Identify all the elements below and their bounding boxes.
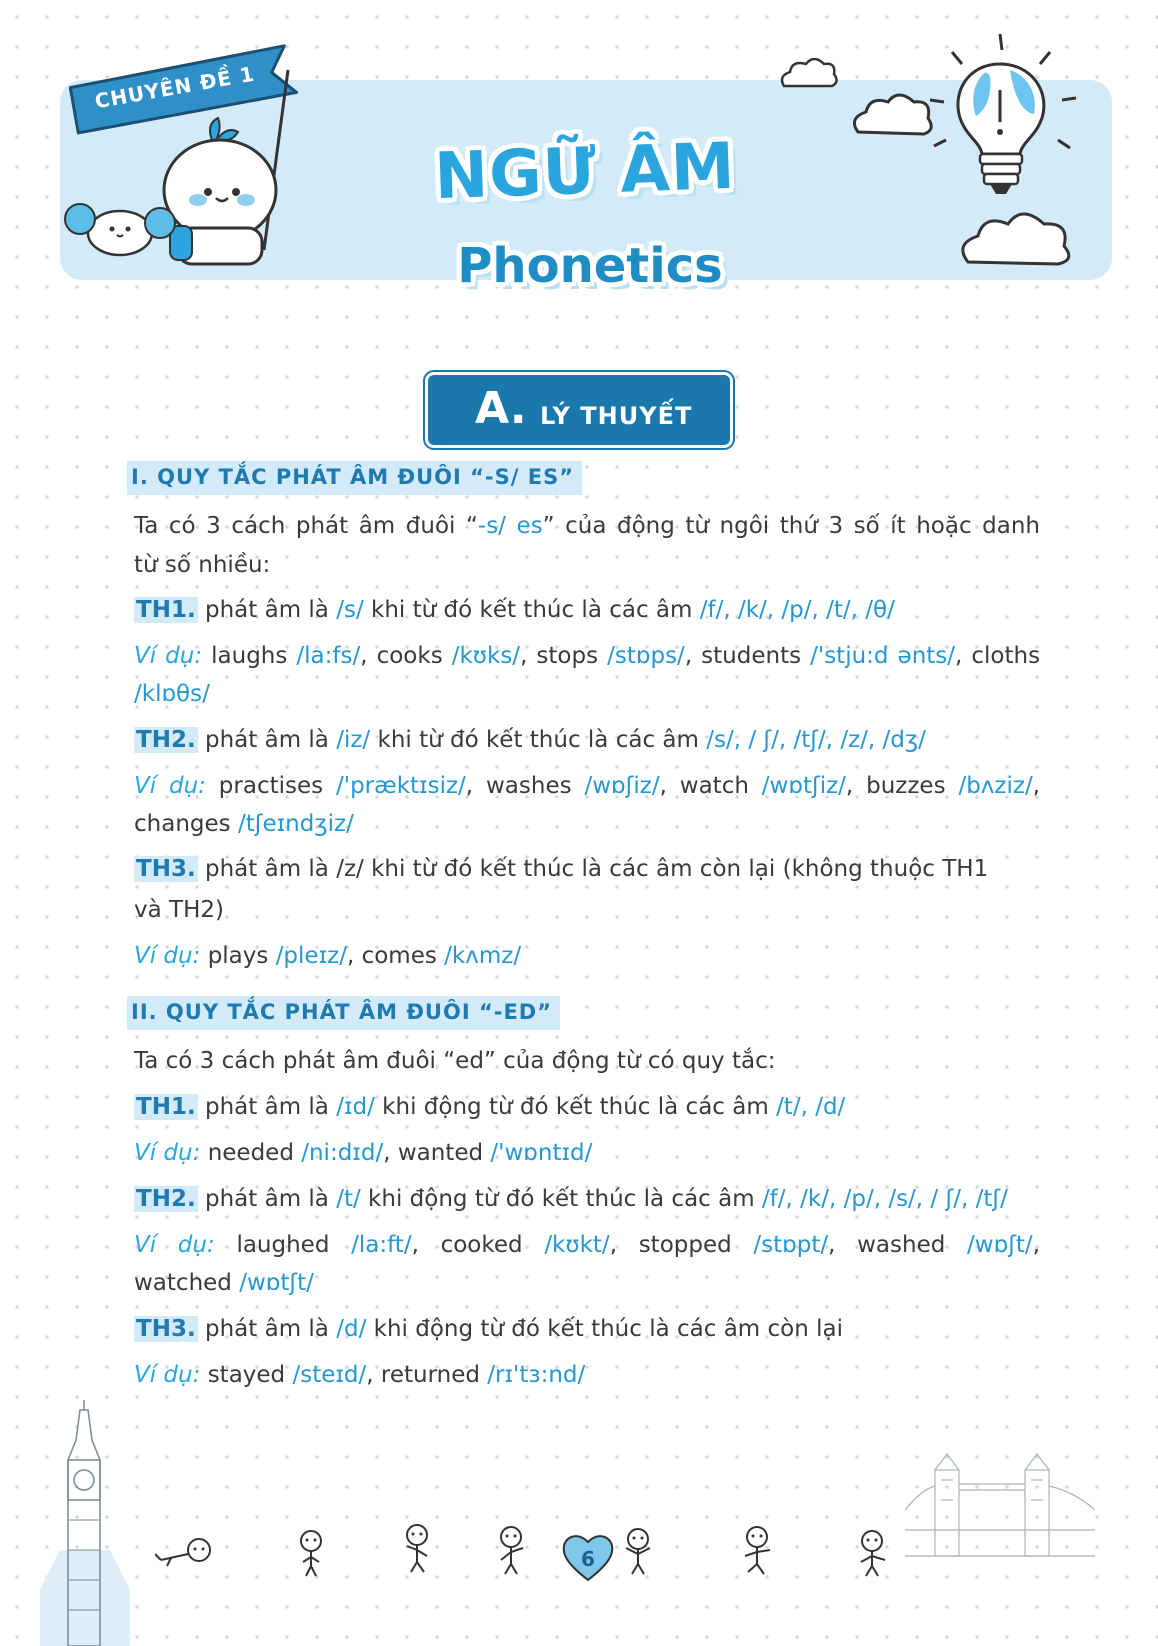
- stick-figure-icon: [155, 1536, 215, 1572]
- example-ipa: /pleɪz/: [275, 943, 347, 969]
- example-label: Ví dụ:: [134, 643, 203, 669]
- th-tag: TH3.: [136, 1316, 196, 1342]
- page-number: 6: [581, 1547, 595, 1571]
- example-ipa: /la:ft/: [351, 1232, 412, 1258]
- example-ipa: /'præktɪsiz/: [336, 773, 466, 799]
- text-fragment: khi động từ đó kết thúc là các âm còn lại: [366, 1316, 843, 1342]
- big-ben-icon: [40, 1400, 130, 1646]
- example-ipa: /klɒθs/: [134, 681, 210, 707]
- part1-th1-rule: [134, 591, 1040, 630]
- example-word: wanted: [397, 1140, 484, 1166]
- text-fragment: khi động từ đó kết thúc là các âm: [374, 1094, 777, 1120]
- example-label: Ví dụ:: [134, 1232, 215, 1258]
- cloud-icon: [778, 58, 840, 90]
- text-fragment: phát âm là: [197, 1316, 337, 1342]
- th-tag: TH2.: [136, 1186, 196, 1212]
- stick-figure-icon: [402, 1524, 432, 1576]
- part2-th1-rule: [134, 1088, 1040, 1127]
- part1-th3-rule-cont: và TH2): [134, 897, 224, 923]
- text-fragment: phát âm là /z/ khi từ đó kết thúc là các âm còn lại (không thuộc TH1: [197, 856, 989, 882]
- example-word: cooks: [376, 643, 443, 669]
- tower-bridge-icon: [905, 1450, 1095, 1560]
- example-word: buzzes: [866, 773, 946, 799]
- example-word: needed: [207, 1140, 294, 1166]
- example-word: stayed: [207, 1362, 286, 1388]
- part2-th2-example-cont: [134, 1264, 1040, 1303]
- section-letter: A.: [475, 383, 527, 434]
- ipa-fragment: /ɪd/: [336, 1094, 375, 1120]
- part2-th3-example: Ví dụ: stayed /steɪd/, returned /rɪ'tɜ:nd/: [134, 1362, 586, 1388]
- chapter-label: CHUYÊN ĐỀ 1: [93, 61, 257, 114]
- part1-th2-rule: [134, 721, 1040, 760]
- section-title: LÝ THUYẾT: [540, 402, 693, 430]
- ipa-fragment: /iz/: [336, 727, 371, 753]
- ipa-fragment: /s/, / ʃ/, /tʃ/, /z/, /dʒ/: [706, 727, 926, 753]
- part2-heading: II. QUY TẮC PHÁT ÂM ĐUÔI “-ED”: [127, 996, 560, 1030]
- ipa-fragment: /f/, /k/, /p/, /t/, /θ/: [699, 597, 895, 623]
- stick-figure-icon: [855, 1530, 889, 1580]
- ipa-fragment: /d/: [336, 1316, 367, 1342]
- text-fragment: phát âm là: [197, 1186, 337, 1212]
- page-title: NGỮ ÂM: [433, 129, 737, 215]
- example-ipa: /stɒps/: [607, 643, 685, 669]
- example-label: Ví dụ:: [134, 943, 201, 969]
- part2-th3-rule: [134, 1310, 1040, 1349]
- part1-intro-line2: từ số nhiều:: [134, 552, 271, 578]
- example-word: cooked: [440, 1232, 523, 1258]
- example-word: washes: [485, 773, 572, 799]
- example-label: Ví dụ:: [134, 1140, 201, 1166]
- th-tag: TH3.: [136, 856, 196, 882]
- part1-intro-line1: [134, 507, 1040, 546]
- part1-th3-example: Ví dụ: plays /pleɪz/, comes /kʌmz/: [134, 943, 522, 969]
- text-fragment: khi từ đó kết thúc là các âm: [370, 727, 707, 753]
- example-word: cloths: [971, 643, 1041, 669]
- cloud-icon: [958, 208, 1082, 270]
- text-fragment: phát âm là: [197, 1094, 337, 1120]
- ipa-fragment: -s/ es: [477, 513, 543, 539]
- stick-figure-icon: [740, 1526, 774, 1578]
- example-word: practises: [218, 773, 324, 799]
- ipa-fragment: /s/: [336, 597, 364, 623]
- th-tag: TH2.: [136, 727, 196, 753]
- example-ipa: /wɒtʃiz/: [761, 773, 846, 799]
- example-word: students: [701, 643, 802, 669]
- example-word: washed: [857, 1232, 946, 1258]
- example-ipa: /stɒpt/: [753, 1232, 829, 1258]
- example-ipa: /'stju:d ənts/: [810, 643, 956, 669]
- example-ipa: /steɪd/: [292, 1362, 367, 1388]
- part1-th1-example-cont: [134, 675, 1040, 714]
- example-word: returned: [380, 1362, 480, 1388]
- stick-figure-icon: [296, 1530, 326, 1580]
- example-word: stopped: [638, 1232, 732, 1258]
- stick-figure-icon: [495, 1526, 527, 1578]
- example-ipa: /bʌziz/: [958, 773, 1033, 799]
- example-word: changes: [134, 811, 231, 837]
- example-word: comes: [361, 943, 437, 969]
- example-ipa: /kʊks/: [451, 643, 521, 669]
- stick-figure-icon: [622, 1528, 654, 1578]
- example-ipa: /kʊkt/: [544, 1232, 610, 1258]
- th-tag: TH1.: [136, 1094, 196, 1120]
- text-fragment: khi từ đó kết thúc là các âm: [363, 597, 700, 623]
- example-word: watched: [134, 1270, 232, 1296]
- part1-heading: I. QUY TẮC PHÁT ÂM ĐUÔI “-S/ ES”: [127, 461, 582, 495]
- example-word: watch: [679, 773, 749, 799]
- example-ipa: /wɒʃiz/: [584, 773, 660, 799]
- example-label: Ví dụ:: [134, 1362, 201, 1388]
- example-ipa: /rɪ'tɜ:nd/: [487, 1362, 586, 1388]
- example-ipa: /la:fs/: [296, 643, 361, 669]
- text-fragment: ” của động từ ngôi thứ 3 số ít hoặc danh: [542, 513, 1041, 539]
- example-label: Ví dụ:: [134, 773, 206, 799]
- example-word: stops: [536, 643, 599, 669]
- example-ipa: /'wɒntɪd/: [490, 1140, 593, 1166]
- mascot-small-icon: [62, 195, 177, 265]
- text-fragment: khi động từ đó kết thúc là các âm: [360, 1186, 762, 1212]
- part2-th2-rule: [134, 1180, 1040, 1219]
- th-tag: TH1.: [136, 597, 196, 623]
- part1-th2-example: Ví dụ: practises /'præktɪsiz/, washes /wɒʃiz/, watch /wɒtʃiz/, buzzes /bʌziz/,: [134, 773, 1041, 799]
- text-fragment: phát âm là: [197, 597, 337, 623]
- example-ipa: /ni:dɪd/: [301, 1140, 384, 1166]
- example-ipa: /wɒtʃt/: [239, 1270, 314, 1296]
- part2-th1-example: Ví dụ: needed /ni:dɪd/, wanted /'wɒntɪd/: [134, 1140, 593, 1166]
- part2-intro: Ta có 3 cách phát âm đuôi “ed” của động từ có quy tắc:: [134, 1048, 776, 1074]
- ipa-fragment: /f/, /k/, /p/, /s/, / ʃ/, /tʃ/: [761, 1186, 1008, 1212]
- ipa-fragment: /t/: [336, 1186, 361, 1212]
- example-word: laughs: [211, 643, 288, 669]
- lightbulb-icon: [930, 30, 1080, 210]
- cloud-icon: [850, 90, 940, 140]
- text-fragment: phát âm là: [197, 727, 337, 753]
- page-subtitle: Phonetics: [457, 238, 723, 294]
- example-ipa: /wɒʃt/: [967, 1232, 1033, 1258]
- part1-th1-example: Ví dụ: laughs /la:fs/, cooks /kʊks/, stops /stɒps/, students /'stju:d ənts/, cloths: [134, 643, 1041, 669]
- example-ipa: /kʌmz/: [444, 943, 522, 969]
- part1-th3-rule: [134, 850, 1040, 889]
- ipa-fragment: /t/, /d/: [776, 1094, 846, 1120]
- example-word: laughed: [236, 1232, 330, 1258]
- example-word: plays: [207, 943, 269, 969]
- part1-th2-example-cont: [134, 805, 1040, 844]
- text-fragment: Ta có 3 cách phát âm đuôi “: [134, 513, 478, 539]
- example-ipa: /tʃeɪndʒiz/: [237, 811, 354, 837]
- part2-th2-example: Ví dụ: laughed /la:ft/, cooked /kʊkt/, stopped /stɒpt/, washed /wɒʃt/,: [134, 1232, 1040, 1258]
